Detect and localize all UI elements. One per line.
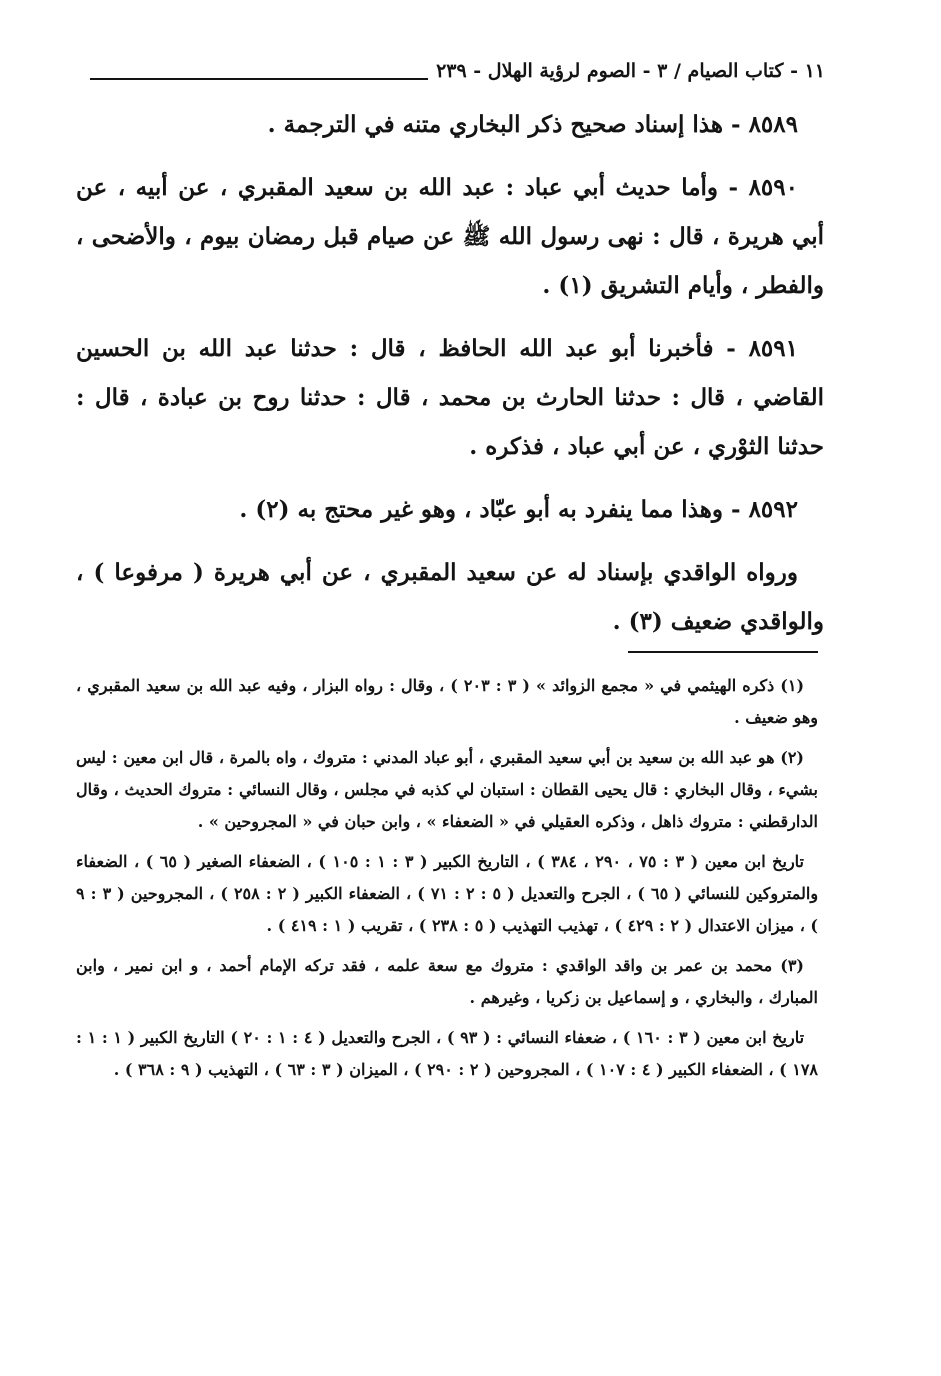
footnotes — [76, 670, 818, 1094]
hadith-8592: ٨٥٩٢ - وهذا مما ينفرد به أبو عبّاد ، وهو غير محتج به (٢) . — [239, 496, 798, 523]
footnote-2-sources: تاريخ ابن معين ( ٣ : ٧٥ ، ٢٩٠ ، ٣٨٤ ) ، التاريخ الكبير ( ٣ : ١ : ١٠٥ ) ، الضعفاء الصغير ( ٦٥ ) ، الضعفاء والمتروكين للنسائي ( ٦٥ ) ، الجرح والتعديل ( ٥ : ٢ : ٧١ ) ، الضعفاء الكبير ( ٢ : ٢٥٨ ) ، المجروحين ( ٣ : ٩ ) ، ميزان الاعتدال ( ٢ : ٤٢٩ ) ، تهذيب التهذيب ( ٥ : ٢٣٨ ) ، تقريب ( ١ : ٤١٩ ) . — [76, 852, 819, 935]
running-header — [90, 52, 825, 86]
header-rule — [90, 78, 428, 80]
footnote-3-sources: تاريخ ابن معين ( ٣ : ١٦٠ ) ، ضعفاء النسائي : ( ٩٣ ) ، الجرح والتعديل ( ٤ : ١ : ٢٠ ) التاريخ الكبير ( ١ : ١ : ١٧٨ ) ، الضعفاء الكبير ( ٤ : ١٠٧ ) ، المجروحين ( ٢ : ٢٩٠ ) ، الميزان ( ٣ : ٦٣ ) ، التهذيب ( ٩ : ٣٦٨ ) . — [76, 1028, 818, 1079]
footnote-separator — [628, 651, 818, 653]
hadith-8591: ٨٥٩١ - فأخبرنا أبو عبد الله الحافظ ، قال : حدثنا عبد الله بن الحسين القاضي ، قال : حدثنا الحارث بن محمد ، قال : حدثنا روح بن عبادة ، قال : حدثنا الثوْري ، عن أبي عباد ، فذكره . — [76, 335, 824, 460]
header-title: ١١ - كتاب الصيام / ٣ - الصوم لرؤية الهلال - ٢٣٩ — [436, 60, 825, 82]
footnote-2: (٢) هو عبد الله بن سعيد بن أبي سعيد المقبري ، أبو عباد المدني : متروك ، واه بالمرة ، قال ابن معين : ليس بشيء ، وقال البخاري : قال يحيى القطان : استبان لي كذبه في مجلس ، وقال النسائي : متروك الحديث ، وقال الدارقطني : متروك ذاهل ، وذكره العقيلي في « الضعفاء » ، وابن حبان في « المجروحين » . — [76, 748, 818, 831]
main-text — [76, 100, 824, 660]
footnote-1: (١) ذكره الهيثمي في « مجمع الزوائد » ( ٣ : ٢٠٣ ) ، وقال : رواه البزار ، وفيه عبد الله بن سعيد المقبري ، وهو ضعيف . — [76, 676, 818, 727]
footnote-3: (٣) محمد بن عمر بن واقد الواقدي : متروك مع سعة علمه ، فقد تركه الإمام أحمد ، و ابن نمير ، وابن المبارك ، والبخاري ، و إسماعيل بن زكريا ، وغيرهم . — [76, 956, 818, 1007]
hadith-8589: ٨٥٨٩ - هذا إسناد صحيح ذكر البخاري متنه في الترجمة . — [267, 111, 798, 138]
hadith-8590: ٨٥٩٠ - وأما حديث أبي عباد : عبد الله بن سعيد المقبري ، عن أبيه ، عن أبي هريرة ، قال : نهى رسول الله ﷺ عن صيام قبل رمضان بيوم ، والأضحى ، والفطر ، وأيام التشريق (١) . — [76, 174, 824, 299]
waqidi-paragraph: ورواه الواقدي بإسناد له عن سعيد المقبري ، عن أبي هريرة ( مرفوعا ) ، والواقدي ضعيف (٣) . — [76, 559, 824, 635]
